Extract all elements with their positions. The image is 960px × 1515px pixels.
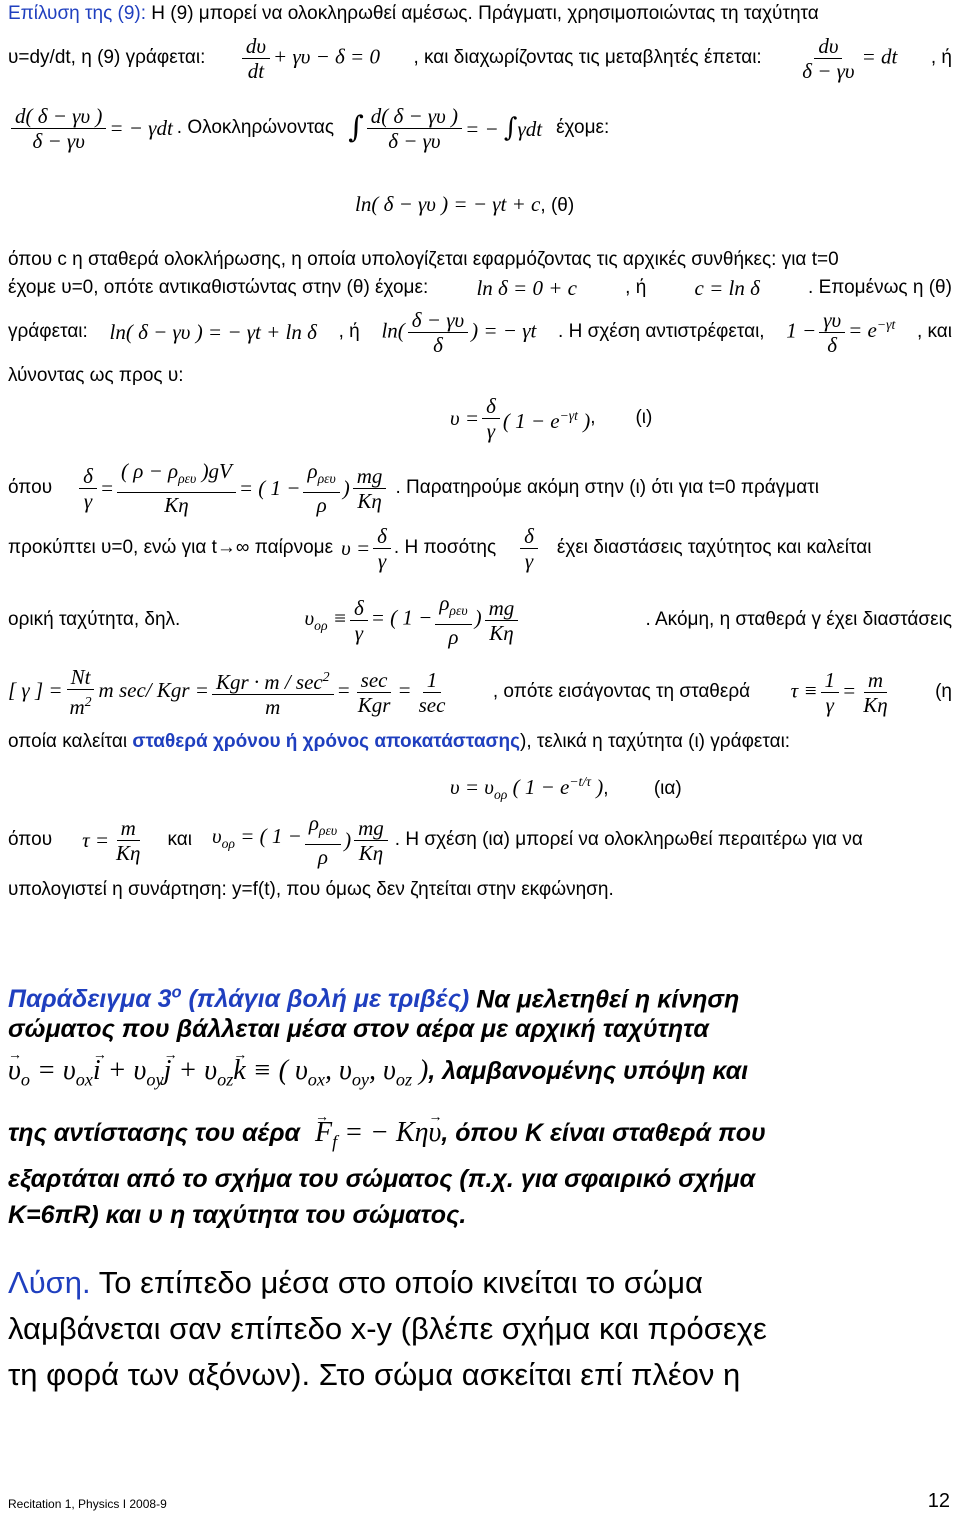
- example-title-line: [8, 978, 952, 1014]
- eq-exp: 1 − $\frac{\gamma\upsilon}{\delta}$ = $e^{-\gamma t}$: [786, 307, 896, 357]
- time-constant-term: σταθερά χρόνου ή χρόνος αποκατάστασης: [132, 731, 521, 752]
- and-text: , και: [916, 321, 952, 342]
- eq-terminal: $\upsilon_{o\rho}$ ≡ $\frac{\delta}{\gamma}$ = ( 1 − $\frac{\rho_{\rho\varepsilon\upsilon}}{\rho}$ ) $\frac{mg}{K\eta}$: [305, 591, 522, 648]
- paren-text: (η: [935, 681, 952, 702]
- integrate-further-text: . Η σχέση (ια) μπορεί να ολοκληρωθεί περαιτέρω για να: [394, 829, 863, 850]
- finally-text: ), τελικά η ταχύτητα (ι) γράφεται:: [520, 731, 791, 752]
- solving-line: λύνοντας ως προς υ:: [8, 365, 184, 386]
- time-constant-line: [8, 730, 952, 754]
- dimensions-text: έχει διαστάσεις ταχύτητος και καλείται: [556, 537, 872, 558]
- integrating-text: . Ολοκληρώνοντας: [176, 117, 335, 138]
- initial-condition-line: [8, 276, 952, 300]
- called-text: οποία καλείται: [8, 731, 128, 752]
- final-def-line: όπου τ = $\frac{m}{K\eta}$ και $\upsilon_{o\rho}$ = ( 1 − $\frac{\rho_{\rho\varepsilon\upsilon}}{\rho}$ ) $\frac{mg}{K\eta}$ . Η σχέση (ια) μπορεί να ολοκληρωθεί περαιτέρω για να: [8, 811, 863, 869]
- eq-ia-label: (ια): [653, 778, 682, 799]
- eq-9-rewritten: $\frac{d\upsilon}{dt}$ + γυ − δ = 0: [239, 34, 380, 83]
- example-text-1: Να μελετηθεί η κίνηση: [476, 985, 740, 1014]
- terminal-velocity-line: [8, 590, 952, 650]
- intro-line: [8, 2, 952, 26]
- velocity-def: υ=dy/dt, η (9) γράφεται:: [8, 47, 206, 68]
- example-text-2: σώματος που βάλλεται μέσα στον αέρα με αρχική ταχύτητα: [8, 1015, 709, 1043]
- eq-limit: $\frac{\delta}{\gamma}$: [373, 524, 391, 573]
- or-text-2: , ή: [625, 277, 647, 298]
- limit-text: προκύπτει υ=0, ενώ για t→∞ παίρνομε: [8, 537, 334, 558]
- eq-ln-delta: ln δ = 0 + c: [476, 276, 577, 300]
- velocity-line: [8, 30, 952, 86]
- eq-tau-final: $\frac{m}{K\eta}$: [116, 815, 141, 865]
- eq-fraction-d: $\frac{d( \delta - \gamma\upsilon )}{\delta - \gamma\upsilon}$: [11, 104, 106, 153]
- footer-course: Recitation 1, Physics I 2008-9: [8, 1497, 167, 1511]
- terminal-def-line: όπου $\frac{\delta}{\gamma}$ = $\frac{( \rho - \rho_{\rho\varepsilon\upsilon} )gV}{K\eta}$ = ( 1 − $\frac{\rho_{\rho\varepsilon\upsilon}}{\rho}$ ) $\frac{mg}{K\eta}$ . Παρατηρούμε ακόμη στην (ι) ότι για t=0 πράγματι: [8, 459, 819, 517]
- example-title: Παράδειγμα $3^o$ (πλάγια βολή με τριβές): [8, 984, 470, 1014]
- eq-initial-velocity: → $\upsilon_o = \upsilon_{ox}\to i + \upsilon_{oy}\to j + \upsilon_{oz}\to k$ ≡ ( $\upsilon_{ox}$, $\upsilon_{oy}$, $\upsilon_{oz}$ ): [8, 1055, 428, 1086]
- eq-ln-ratio: ln( $\frac{\delta - \gamma\upsilon}{\delta}$ ) = − γt: [381, 307, 537, 357]
- function-line: υπολογιστεί η συνάρτηση: y=f(t), που όμως δεν ζητείται στην εκφώνηση.: [8, 879, 614, 900]
- and-text-2: και: [167, 829, 192, 850]
- example-drag-line: [8, 1118, 952, 1157]
- units-line: [8, 664, 952, 720]
- example-velocity-line: [8, 1056, 952, 1095]
- eq-drag-force: → $F_f$ = − Kη→ υ: [315, 1117, 441, 1148]
- solution-line-2: λαμβάνεται σαν επίπεδο x-y (βλέπε σχήμα και πρόσεχε: [8, 1311, 767, 1346]
- quantity-text: . Η ποσότης: [393, 537, 497, 558]
- observe-text: . Παρατηρούμε ακόμη στην (ι) ότι για t=0 πράγματι: [395, 477, 819, 498]
- solution-label: Επίλυση της (9):: [8, 3, 147, 24]
- eq-gamma-dt: = − γdt: [109, 116, 173, 140]
- where-text: όπου: [8, 477, 53, 498]
- integral-sign: ∫: [348, 110, 364, 145]
- example-text-3: , λαμβανομένης υπόψη και: [428, 1057, 749, 1085]
- solution-title: Λύση.: [8, 1265, 91, 1300]
- eq-c: c = ln δ: [694, 276, 760, 300]
- eq-iota-label: (ι): [635, 407, 653, 428]
- eq-ia: $\upsilon = \upsilon_{o\rho}$ ( $1 - e^{-t/\tau}$ ), (ια): [450, 774, 682, 803]
- we-have-text: έχομε:: [556, 117, 610, 138]
- or-text-3: , ή: [338, 321, 360, 342]
- eq-tau: τ ≡ $\frac{1}{\gamma}$ = $\frac{m}{K\eta}$: [790, 667, 888, 717]
- example-text-6: Κ=6πR) και υ η ταχύτητα του σώματος.: [8, 1201, 467, 1229]
- eq-theta-label: (θ): [550, 195, 575, 216]
- integration-line: [8, 100, 952, 156]
- separation-text: , και διαχωρίζοντας τις μεταβλητές έπεται:: [413, 47, 762, 68]
- initial-text: έχομε υ=0, οπότε αντικαθιστώντας στην (θ) έχομε:: [8, 277, 429, 298]
- inverts-text: . Η σχέση αντιστρέφεται,: [558, 321, 765, 342]
- eq-integral-rhs: = − ∫γdt: [465, 112, 543, 143]
- limit-line: προκύπτει υ=0, ενώ για t→∞ παίρνομε υ = $\frac{\delta}{\gamma}$ . Η ποσότης $\frac{\delta}{\gamma}$ έχει διαστάσεις ταχύτητος και καλείται: [8, 523, 872, 573]
- example-text-4b: , όπου Κ είναι σταθερά που: [441, 1119, 766, 1147]
- gamma-dim-text: . Ακόμη, η σταθερά γ έχει διαστάσεις: [645, 609, 952, 630]
- eq-iota: υ = $\frac{\delta}{\gamma}$ ( $1 - e^{-\gamma t}$ ) , (ι): [450, 393, 653, 443]
- eq-rho-fraction: $\frac{( \rho - \rho_{\rho\varepsilon\upsilon} )gV}{K\eta}$: [117, 459, 236, 516]
- introduce-text: , οπότε εισάγοντας τη σταθερά: [492, 681, 751, 702]
- eq-delta-gamma: $\frac{\delta}{\gamma}$: [79, 464, 97, 513]
- page-number: 12: [927, 1490, 950, 1512]
- written-text: γράφεται:: [8, 321, 88, 342]
- terminal-text: ορική ταχύτητα, δηλ.: [8, 609, 181, 630]
- eq-theta: ln( δ − γυ ) = − γt + c, (θ): [355, 192, 575, 216]
- or-text: , ή: [930, 47, 952, 68]
- solution-text-1: Το επίπεδο μέσα στο οποίο κινείται το σώμα: [90, 1265, 703, 1300]
- intro-text: Η (9) μπορεί να ολοκληρωθεί αμέσως. Πράγματι, χρησιμοποιώντας τη ταχύτητα: [146, 3, 819, 24]
- solution-line-3: τη φορά των αξόνων). Στο σώμα ασκείται επί πλέον η: [8, 1357, 741, 1392]
- eq-separated: $\frac{d\upsilon}{\delta - \gamma\upsilon}$ = dt: [802, 33, 898, 83]
- eq-ln-rewritten: ln( δ − γυ ) = − γt + ln δ: [109, 320, 317, 344]
- eq-quantity: $\frac{\delta}{\gamma}$: [520, 524, 538, 573]
- solution-line-1: [8, 1264, 952, 1302]
- where-text-2: όπου: [8, 829, 53, 850]
- eq-units: [ γ ] = $\frac{Nt}{m^2}$ m sec/ Kgr = $\frac{Kgr \cdot m / \sec^2}{m}$ = $\frac{\sec}{\text{Kgr}}$ = $\frac{1}{\sec}$: [8, 665, 446, 719]
- example-text-5: εξαρτάται από το σχήμα του σώματος (π.χ. για σφαιρικό σχήμα: [8, 1165, 756, 1193]
- therefore-text: . Επομένως η (θ): [808, 277, 952, 298]
- rewritten-line: [8, 304, 952, 360]
- example-text-4a: της αντίστασης του αέρα: [8, 1119, 301, 1147]
- constant-line: όπου c η σταθερά ολοκλήρωσης, η οποία υπολογίζεται εφαρμόζοντας τις αρχικές συνθήκες: για t=0: [8, 249, 839, 270]
- eq-integral-fraction: $\frac{d( \delta - \gamma\upsilon )}{\delta - \gamma\upsilon}$: [367, 104, 462, 153]
